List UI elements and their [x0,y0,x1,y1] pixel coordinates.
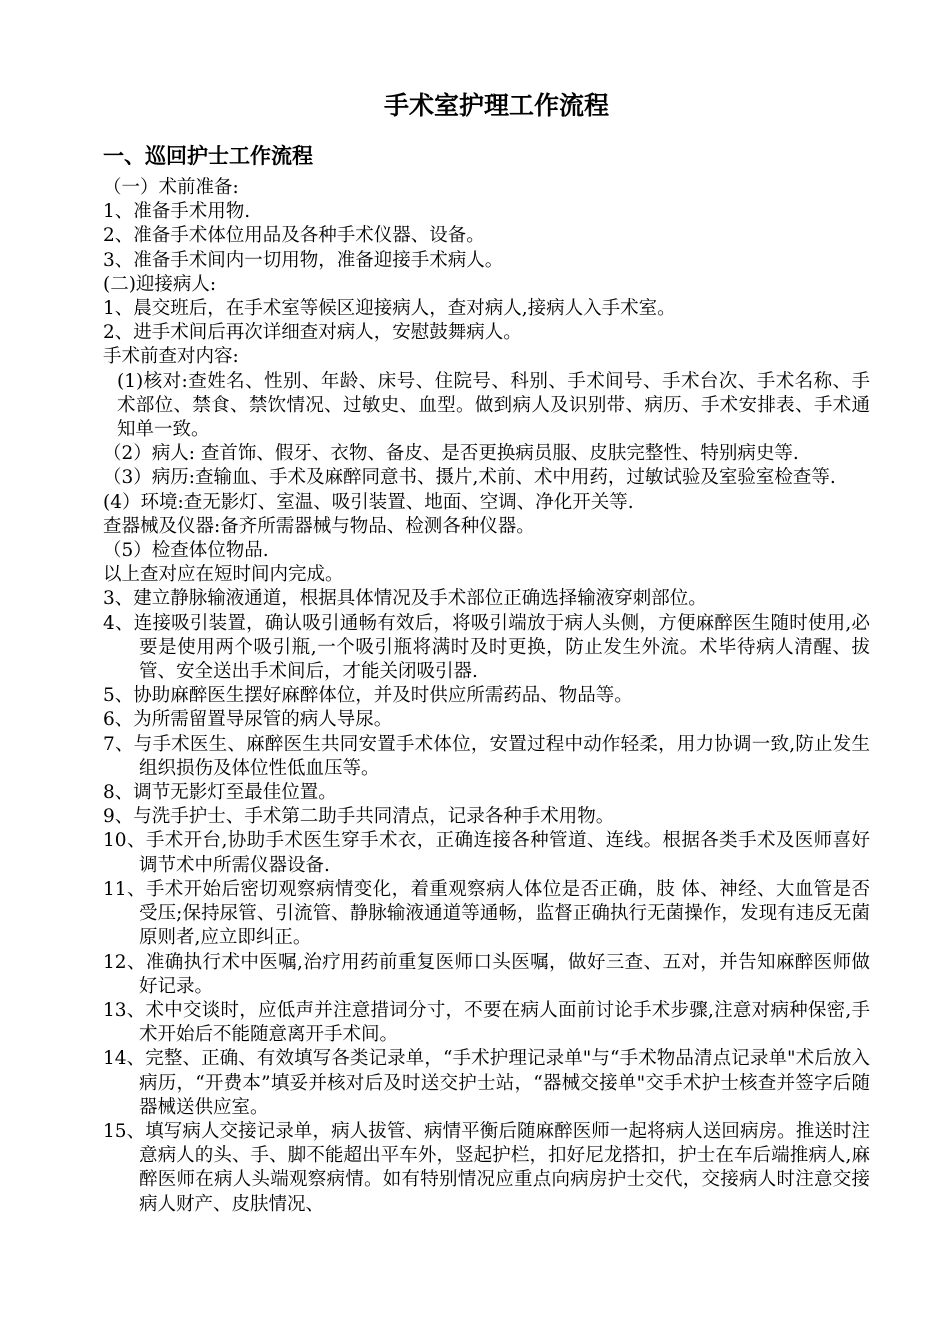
section-heading: 一、巡回护士工作流程 [103,144,313,168]
list-item: 9、与洗手护士、手术第二助手共同清点，记录各种手术用物。 [103,806,615,828]
check-item: （5）检查体位物品. [103,540,269,562]
list-item: 4、连接吸引装置，确认吸引通畅有效后，将吸引端放于病人头侧，方便麻醉医生随时使用,必要是使用两个吸引瓶,一个吸引瓶将满时及时更换，防止发生外流。术毕待病人清醒、拔管、安全送出手术间后，才能关闭吸引器. [103,612,870,683]
list-item: 10、手术开台,协助手术医生穿手术衣，正确连接各种管道、连线。根据各类手术及医师喜好调节术中所需仪器设备. [103,830,870,876]
check-item: (4）环境:查无影灯、室温、吸引装置、地面、空调、净化开关等. [103,491,634,513]
list-item: 2、准备手术体位用品及各种手术仪器、设备。 [103,225,485,247]
subsection-heading: （一）术前准备: [103,177,239,198]
list-item: 6、为所需留置导尿管的病人导尿。 [103,709,393,731]
list-item: 11、手术开始后密切观察病情变化，着重观察病人体位是否正确，肢 体、神经、大血管是否受压;保持尿管、引流管、静脉输液通道等通畅，监督正确执行无菌操作，发现有违反无菌原则者,应立即纠正。 [103,878,870,949]
list-item: 3、准备手术间内一切用物，准备迎接手术病人。 [103,249,504,271]
check-item: (1)核对:查姓名、性别、年龄、床号、住院号、科别、手术间号、手术台次、手术名称、手术部位、禁食、禁饮情况、过敏史、血型。做到病人及识别带、病历、手术安排表、手术通知单一致。 [117,370,870,441]
list-item: 8、调节无影灯至最佳位置。 [103,782,337,804]
check-item: （2）病人: 查首饰、假牙、衣物、备皮、是否更换病员服、皮肤完整性、特别病史等. [103,443,799,465]
check-item: （3）病历:查输血、手术及麻醉同意书、摄片,术前、术中用药，过敏试验及室验室检查等. [103,467,836,489]
list-item: 1、准备手术用物. [103,201,251,223]
list-item: 3、建立静脉输液通道，根据具体情况及手术部位正确选择输液穿刺部位。 [103,588,707,610]
list-item: 2、进手术间后再次详细查对病人，安慰鼓舞病人。 [103,322,522,344]
list-item: 14、完整、正确、有效填写各类记录单，“手术护理记录单"与“手术物品清点记录单"术后放入病历，“开费本”填妥并核对后及时送交护士站，“器械交接单"交手术护士核查并签字后随器械送供应室。 [103,1048,870,1118]
paragraph: 手术前查对内容: [103,346,239,368]
subsection-heading: (二)迎接病人: [103,273,217,295]
list-item: 1、晨交班后，在手术室等候区迎接病人，查对病人,接病人入手术室。 [103,298,676,320]
paragraph: 以上查对应在短时间内完成。 [103,564,344,586]
paragraph: 查器械及仪器:备齐所需器械与物品、检测各种仪器。 [103,515,535,537]
list-item: 12、准确执行术中医嘱,治疗用药前重复医师口头医嘱，做好三查、五对，并告知麻醉医师做好记录。 [103,951,870,997]
list-item: 13、术中交谈时，应低声并注意措词分寸，不要在病人面前讨论手术步骤,注意对病种保密,手术开始后不能随意离开手术间。 [103,999,870,1046]
page-title: 手术室护理工作流程 [383,91,609,120]
list-item: 15、填写病人交接记录单，病人拔管、病情平衡后随麻醉医师一起将病人送回病房。推送时注意病人的头、手、脚不能超出平车外，竖起护栏，扣好尼龙搭扣，护士在车后端推病人,麻醉医师在病人头端观察病情。如有特别情况应重点向病房护士交代，交接病人时注意交接病人财产、皮肤情况、 [103,1120,870,1215]
list-item: 5、协助麻醉医生摆好麻醉体位，并及时供应所需药品、物品等。 [103,685,633,707]
list-item: 7、与手术医生、麻醉医生共同安置手术体位，安置过程中动作轻柔，用力协调一致,防止发生组织损伤及体位性低血压等。 [103,733,870,779]
